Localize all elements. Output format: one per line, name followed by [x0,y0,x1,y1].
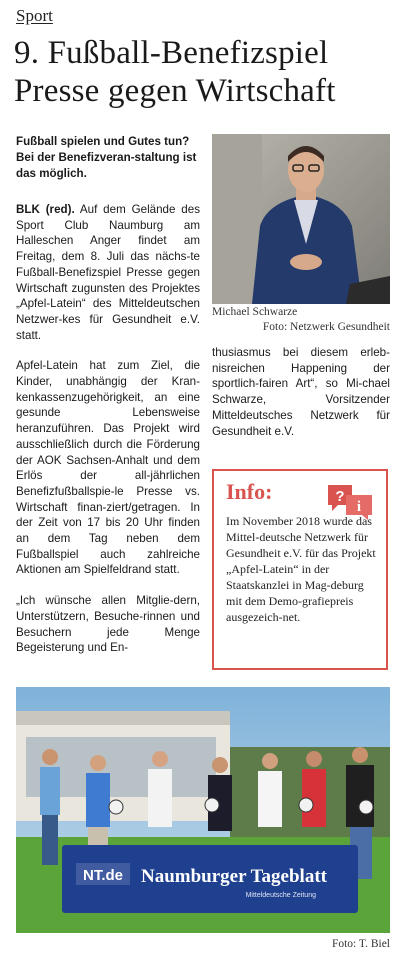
article-column-2 [212,345,390,454]
banner-subtitle: Mitteldeutsche Zeitung [245,892,316,899]
question-glyph: ? [335,488,345,505]
group-photo-illustration [16,687,390,933]
portrait-caption [212,305,390,335]
article-teaser: Fußball spielen und Gutes tun? Bei der Benefizveran-staltung ist das möglich. [16,135,197,180]
paragraph-3: „Ich wünsche allen Mitglie-dern, Unterstützern, Besuche-rinnen und Besuchern jede Menge Begeisterung und En- [16,594,200,655]
headline-line-2: Presse gegen Wirtschaft [14,73,336,109]
article-headline [14,34,399,110]
headline-line-1: 9. Fußball-Benefizspiel [14,35,329,71]
info-title: Info: [226,479,273,504]
banner-logo: NT.de [82,867,124,884]
paragraph-4: thusiasmus bei diesem erleb-nisreichen Happening der sportlich-fairen Art“, so Mi-chael Schwarze, Vorsitzender Mitteldeutsches Netzwerk für Gesundheit e.V. [212,346,390,438]
info-glyph: i [356,499,362,515]
caption-name: Michael Schwarze [212,306,298,318]
banner-title: Naumburger Tageblatt [141,866,327,887]
portrait-illustration [212,134,390,304]
group-photo [16,687,390,933]
caption-credit: Foto: Netzwerk Gesundheit [262,321,390,333]
paragraph-1-text: Auf dem Gelände des Sport Club Naumburg am Halleschen Anger findet am Freitag, dem 8. Juli das nächs-te Fußball-Benefizspiel Presse gegen Wirtschaft zugunsten des Projektes „Apfel-Latein“ des Mitteldeutschen Netzwer-kes für Gesundheit e.V. statt. [16,203,200,342]
paragraph-2: Apfel-Latein hat zum Ziel, die Kinder, unabhängig der Kran-kenkassenzugehörigkeit, an eine gesunde Lebensweise heranzuführen. Das Projekt wird ausschließlich durch die Förderung der AOK Sachsen-Anhalt und dem Erlös der all-jährlichen Benefizfußballspie-le Presse vs. Wirtschaft finan-ziert/getragen. In der Zeit von 17 bis 20 Uhr finden an dem Tag neben dem Fußballspiel auch zahlreiche Aktionen am Spielfeldrand statt. [16,359,200,577]
info-body: Im November 2018 wurde das Mittel-deutsche Netzwerk für Gesundheit e.V. für das Projekt „Apfel-Latein“ in der Staatskanzlei in Mag-deburg mit dem Demo-grafiepreis ausgezeich-net. [226,514,376,624]
group-photo-credit: Foto: T. Biel [331,938,390,950]
article-column-1 [16,202,200,671]
portrait-photo [212,134,390,304]
section-rubric: Sport [16,6,53,25]
info-box [212,469,388,670]
paragraph-1 [16,202,200,343]
dateline: BLK (red). [16,203,75,216]
